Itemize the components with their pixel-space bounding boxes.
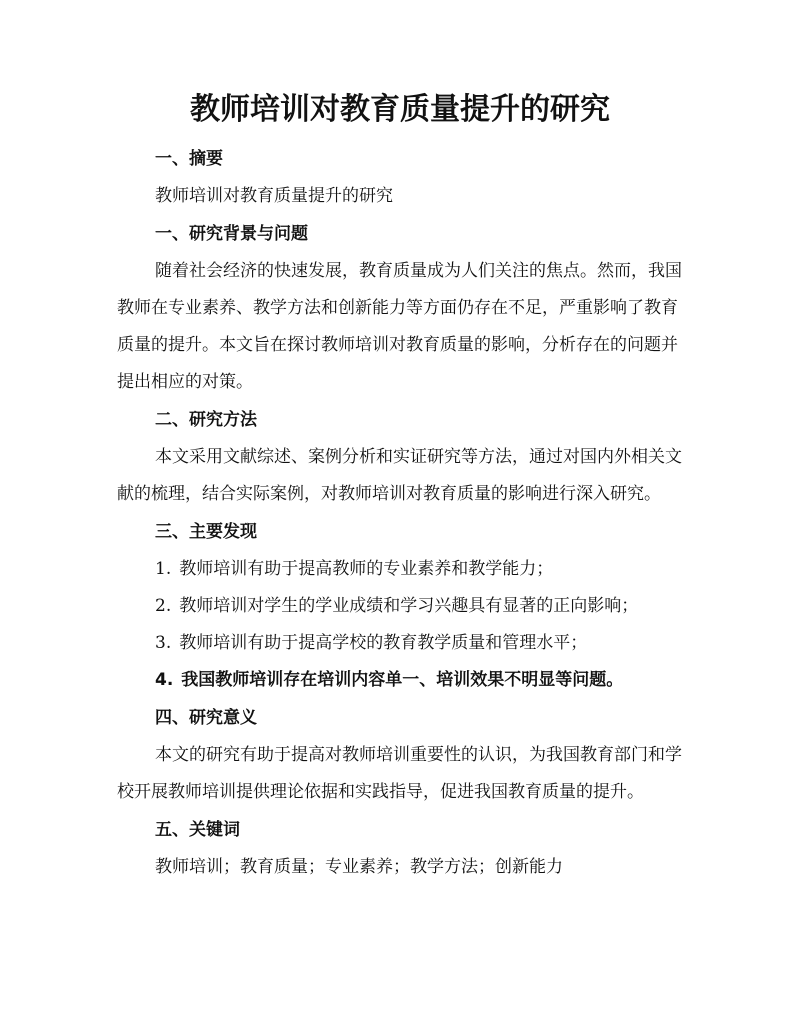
document-body — [117, 140, 687, 886]
finding-number: 4. — [155, 670, 174, 690]
section-heading-background: 一、研究背景与问题 — [155, 224, 308, 244]
finding-number: 2. — [155, 596, 172, 616]
finding-text: 教师培训有助于提高教师的专业素养和教学能力； — [179, 559, 554, 579]
section-heading-significance: 四、研究意义 — [155, 708, 257, 728]
finding-text: 教师培训有助于提高学校的教育教学质量和管理水平； — [179, 633, 588, 653]
finding-item — [117, 588, 687, 625]
finding-item — [117, 551, 687, 588]
finding-item — [117, 662, 687, 699]
section-heading-abstract: 一、摘要 — [155, 149, 223, 169]
finding-text: 我国教师培训存在培训内容单一、培训效果不明显等问题。 — [181, 670, 624, 690]
finding-number: 1. — [155, 559, 172, 579]
methods-text: 本文采用文献综述、案例分析和实证研究等方法，通过对国内外相关文献的梳理，结合实际案例，对教师培训对教育质量的影响进行深入研究。 — [117, 447, 682, 504]
section-heading-keywords: 五、关键词 — [155, 820, 240, 840]
abstract-text: 教师培训对教育质量提升的研究 — [155, 186, 393, 206]
significance-text: 本文的研究有助于提高对教师培训重要性的认识，为我国教育部门和学校开展教师培训提供理论依据和实践指导，促进我国教育质量的提升。 — [117, 745, 682, 802]
background-text: 随着社会经济的快速发展，教育质量成为人们关注的焦点。然而，我国教师在专业素养、教学方法和创新能力等方面仍存在不足，严重影响了教育质量的提升。本文旨在探讨教师培训对教育质量的影响，分析存在的问题并提出相应的对策。 — [117, 261, 682, 392]
section-heading-methods: 二、研究方法 — [155, 410, 257, 430]
document-title: 教师培训对教育质量提升的研究 — [190, 92, 610, 127]
section-heading-findings: 三、主要发现 — [155, 522, 257, 542]
finding-number: 3. — [155, 633, 172, 653]
keywords-text: 教师培训；教育质量；专业素养；教学方法；创新能力 — [155, 857, 563, 877]
finding-item — [117, 625, 687, 662]
finding-text: 教师培训对学生的学业成绩和学习兴趣具有显著的正向影响； — [179, 596, 639, 616]
